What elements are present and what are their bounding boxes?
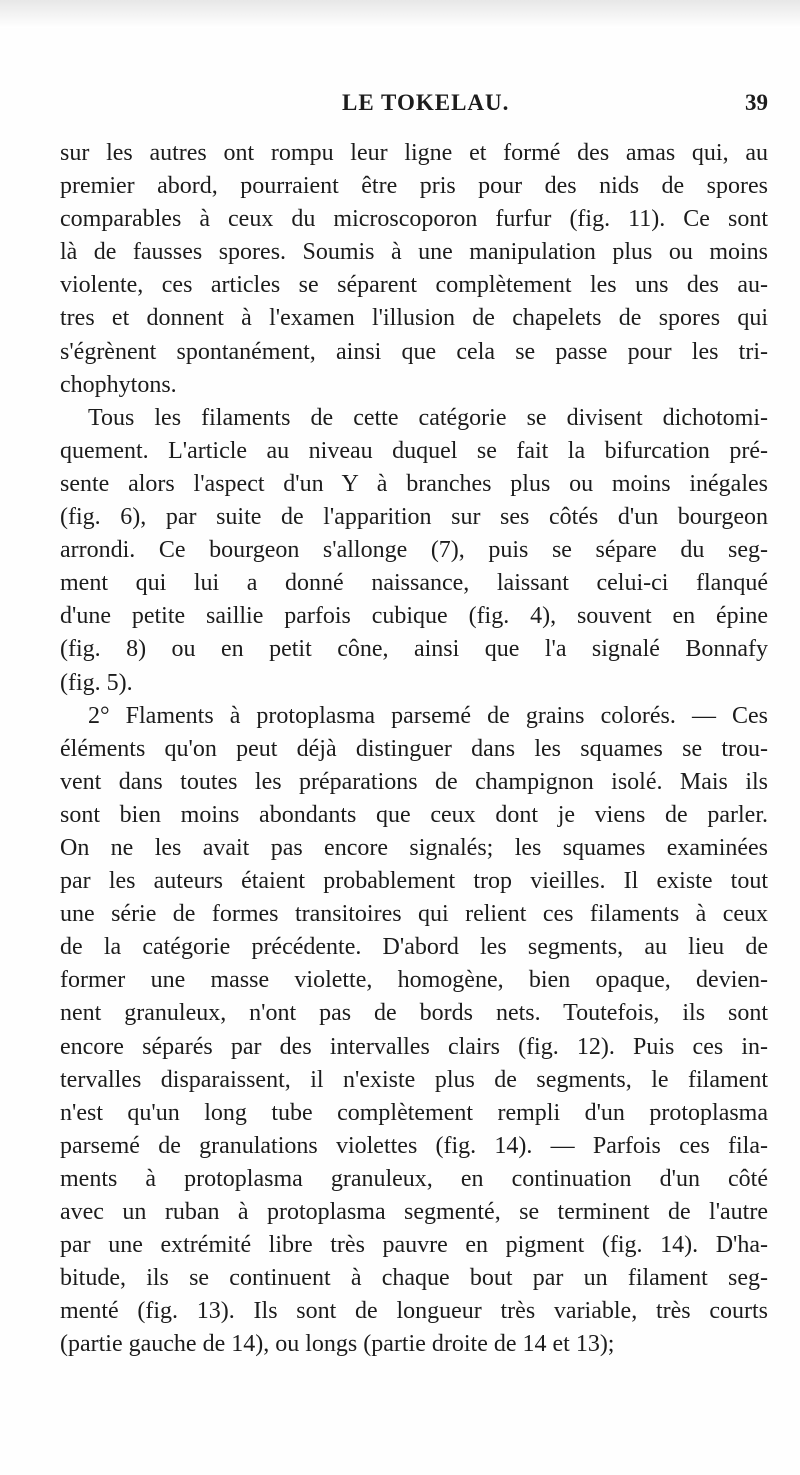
- text-line: par les auteurs étaient probablement trop vieilles. Il existe tout: [60, 868, 768, 895]
- text-line: chophytons.: [60, 371, 177, 398]
- text-line: ments à protoplasma granuleux, en continuation d'un côté: [60, 1165, 768, 1192]
- text-line: s'égrènent spontanément, ainsi que cela se passe pour les tri-: [60, 338, 768, 365]
- text-line: (fig. 8) ou en petit cône, ainsi que l'a signalé Bonnafy: [60, 636, 768, 663]
- text-line: encore séparés par des intervalles clairs (fig. 12). Puis ces in-: [60, 1033, 768, 1060]
- page-header: [60, 90, 768, 126]
- paragraph: [60, 700, 768, 1362]
- text-line: arrondi. Ce bourgeon s'allonge (7), puis se sépare du seg-: [60, 537, 768, 564]
- text-line: On ne les avait pas encore signalés; les squames examinées: [60, 834, 768, 861]
- text-line: (fig. 5).: [60, 669, 133, 696]
- text-line: violente, ces articles se séparent complètement les uns des au-: [60, 272, 768, 299]
- body-text: [60, 137, 768, 1361]
- text-line: sont bien moins abondants que ceux dont je viens de parler.: [60, 801, 768, 828]
- text-line: quement. L'article au niveau duquel se fait la bifurcation pré-: [60, 437, 768, 464]
- text-line: là de fausses spores. Soumis à une manipulation plus ou moins: [60, 239, 768, 266]
- text-line: tres et donnent à l'examen l'illusion de chapelets de spores qui: [60, 305, 768, 332]
- text-line: d'une petite saillie parfois cubique (fig. 4), souvent en épine: [60, 603, 768, 630]
- text-line: sente alors l'aspect d'un Y à branches plus ou moins inégales: [60, 470, 768, 497]
- text-line: nent granuleux, n'ont pas de bords nets. Toutefois, ils sont: [60, 1000, 768, 1027]
- paragraph: [60, 402, 768, 700]
- text-line: éléments qu'on peut déjà distinguer dans les squames se trou-: [60, 735, 768, 762]
- text-line: parsemé de granulations violettes (fig. 14). — Parfois ces fila-: [60, 1132, 768, 1159]
- text-line: 2° Flaments à protoplasma parsemé de grains colorés. — Ces: [88, 702, 768, 729]
- page-number: 39: [745, 90, 768, 115]
- text-line: une série de formes transitoires qui relient ces filaments à ceux: [60, 901, 768, 928]
- text-line: premier abord, pourraient être pris pour des nids de spores: [60, 173, 768, 200]
- text-line: bitude, ils se continuent à chaque bout par un filament seg-: [60, 1265, 768, 1292]
- running-title: LE TOKELAU.: [342, 90, 510, 115]
- text-line: menté (fig. 13). Ils sont de longueur très variable, très courts: [60, 1298, 768, 1325]
- text-line: (fig. 6), par suite de l'apparition sur ses côtés d'un bourgeon: [60, 504, 768, 531]
- text-line: de la catégorie précédente. D'abord les segments, au lieu de: [60, 934, 768, 961]
- text-line: tervalles disparaissent, il n'existe plus de segments, le filament: [60, 1066, 768, 1093]
- text-line: sur les autres ont rompu leur ligne et formé des amas qui, au: [60, 140, 768, 166]
- paragraph: [60, 137, 768, 402]
- text-line: vent dans toutes les préparations de champignon isolé. Mais ils: [60, 768, 768, 795]
- page-top-edge: [0, 0, 800, 28]
- text-line: n'est qu'un long tube complètement rempli d'un protoplasma: [60, 1099, 768, 1126]
- text-line: (partie gauche de 14), ou longs (partie droite de 14 et 13);: [60, 1331, 615, 1358]
- text-line: Tous les filaments de cette catégorie se divisent dichotomi-: [88, 404, 768, 431]
- text-line: par une extrémité libre très pauvre en pigment (fig. 14). D'ha-: [60, 1232, 768, 1259]
- text-line: former une masse violette, homogène, bien opaque, devien-: [60, 967, 768, 994]
- text-line: avec un ruban à protoplasma segmenté, se terminent de l'autre: [60, 1199, 768, 1225]
- text-line: ment qui lui a donné naissance, laissant celui-ci flanqué: [60, 570, 768, 597]
- text-line: comparables à ceux du microscoporon furfur (fig. 11). Ce sont: [60, 206, 768, 233]
